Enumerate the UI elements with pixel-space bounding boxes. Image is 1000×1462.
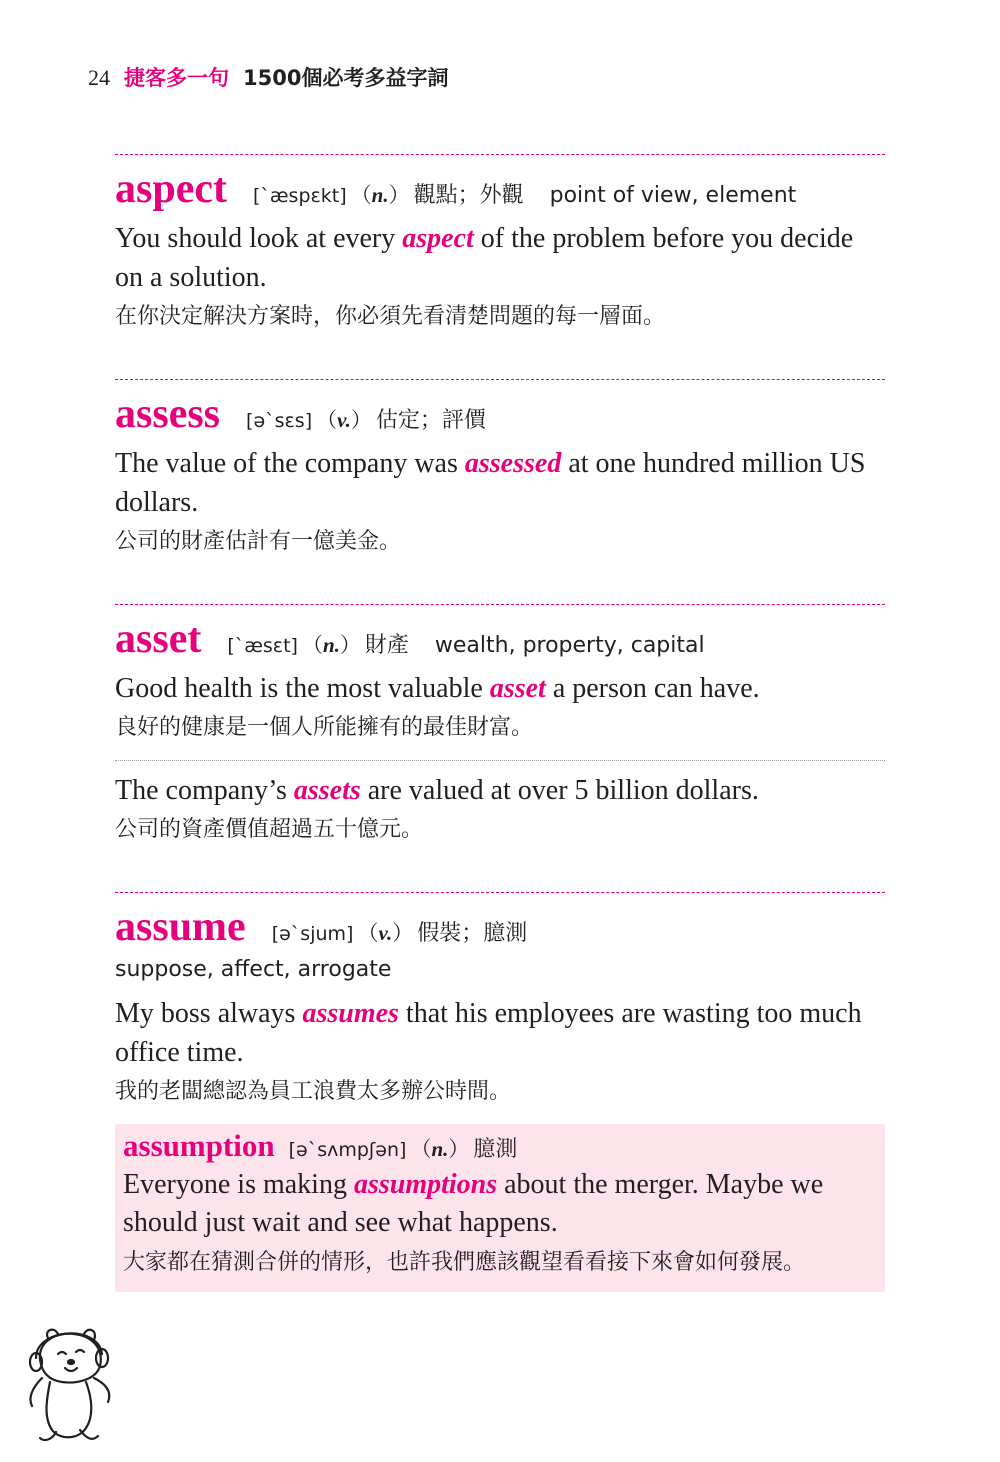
vocabulary-list <box>115 154 885 1292</box>
entry-heading <box>115 903 885 951</box>
headword: asset <box>115 616 202 662</box>
part-of-speech: （v.） <box>316 408 372 432</box>
phonetic: [əˋsjum] <box>271 923 354 945</box>
vocab-entry-asset <box>115 605 885 892</box>
meaning-english: point of view, element <box>549 183 797 208</box>
example-english: My boss always assumes that his employees are wasting too much office time. <box>115 998 862 1068</box>
example-english: Good health is the most valuable asset a person can have. <box>115 673 760 704</box>
example-english: You should look at every aspect of the problem before you decide on a solution. <box>115 223 854 293</box>
headword: assume <box>115 904 246 950</box>
meaning-chinese: 假裝；臆測 <box>417 921 528 946</box>
example-english: The value of the company was assessed at one hundred million US dollars. <box>115 448 866 518</box>
phonetic: [əˋsʌmpʃən] <box>288 1139 407 1161</box>
meaning-chinese: 財產 <box>364 633 409 658</box>
headword: assess <box>115 391 221 437</box>
phonetic: [əˋsɛs] <box>246 410 313 432</box>
example-chinese: 公司的財產估計有一億美金。 <box>115 529 402 554</box>
vocab-entry-assess <box>115 380 885 604</box>
meaning-chinese: 估定；評價 <box>375 408 486 433</box>
example-divider <box>115 760 885 761</box>
meaning-chinese: 臆測 <box>473 1137 518 1162</box>
example-keyword: assumptions <box>353 1169 498 1200</box>
example-keyword: asset <box>489 673 546 704</box>
series-title: 捷客多一句 <box>124 66 229 90</box>
example-chinese: 良好的健康是一個人所能擁有的最佳財富。 <box>115 715 534 740</box>
example-keyword: aspect <box>402 223 474 254</box>
meaning-chinese: 觀點；外觀 <box>413 183 524 208</box>
vocab-entry-aspect <box>115 155 885 379</box>
example-keyword: assessed <box>464 448 562 479</box>
part-of-speech: （n.） <box>410 1137 470 1161</box>
entry-heading <box>115 615 885 663</box>
meaning-english: wealth, property, capital <box>434 633 705 658</box>
mascot-illustration <box>22 1318 118 1446</box>
derivative-box <box>115 1124 885 1292</box>
example-chinese: 在你決定解決方案時，你必須先看清楚問題的每一層面。 <box>115 304 666 329</box>
derivative-heading <box>123 1128 877 1164</box>
example-english: The company’s assets are valued at over 5 billion dollars. <box>115 775 759 806</box>
example-chinese: 公司的資產價值超過五十億元。 <box>115 817 424 842</box>
vocab-entry-assume <box>115 893 885 1292</box>
part-of-speech: （n.） <box>350 183 410 207</box>
part-of-speech: （v.） <box>357 921 414 945</box>
derivative-word: assumption <box>123 1128 275 1163</box>
example-chinese: 大家都在猜測合併的情形，也許我們應該觀望看看接下來會如何發展。 <box>123 1250 806 1275</box>
headword: aspect <box>115 166 227 212</box>
example-chinese: 我的老闆總認為員工浪費太多辦公時間。 <box>115 1079 512 1104</box>
phonetic: [ˋæsɛt] <box>227 635 298 657</box>
phonetic: [ˋæspɛkt] <box>252 185 347 207</box>
example-english: Everyone is making assumptions about the merger. Maybe we should just wait and see what happens. <box>123 1169 824 1238</box>
page-header <box>88 62 448 92</box>
entry-heading <box>115 390 885 438</box>
example-keyword: assumes <box>302 998 399 1029</box>
entry-heading <box>115 165 885 213</box>
part-of-speech: （n.） <box>301 633 361 657</box>
example-keyword: assets <box>293 775 361 806</box>
synonyms: suppose, affect, arrogate <box>115 957 392 982</box>
page-number: 24 <box>88 65 110 90</box>
book-title: 1500個必考多益字詞 <box>243 66 449 90</box>
